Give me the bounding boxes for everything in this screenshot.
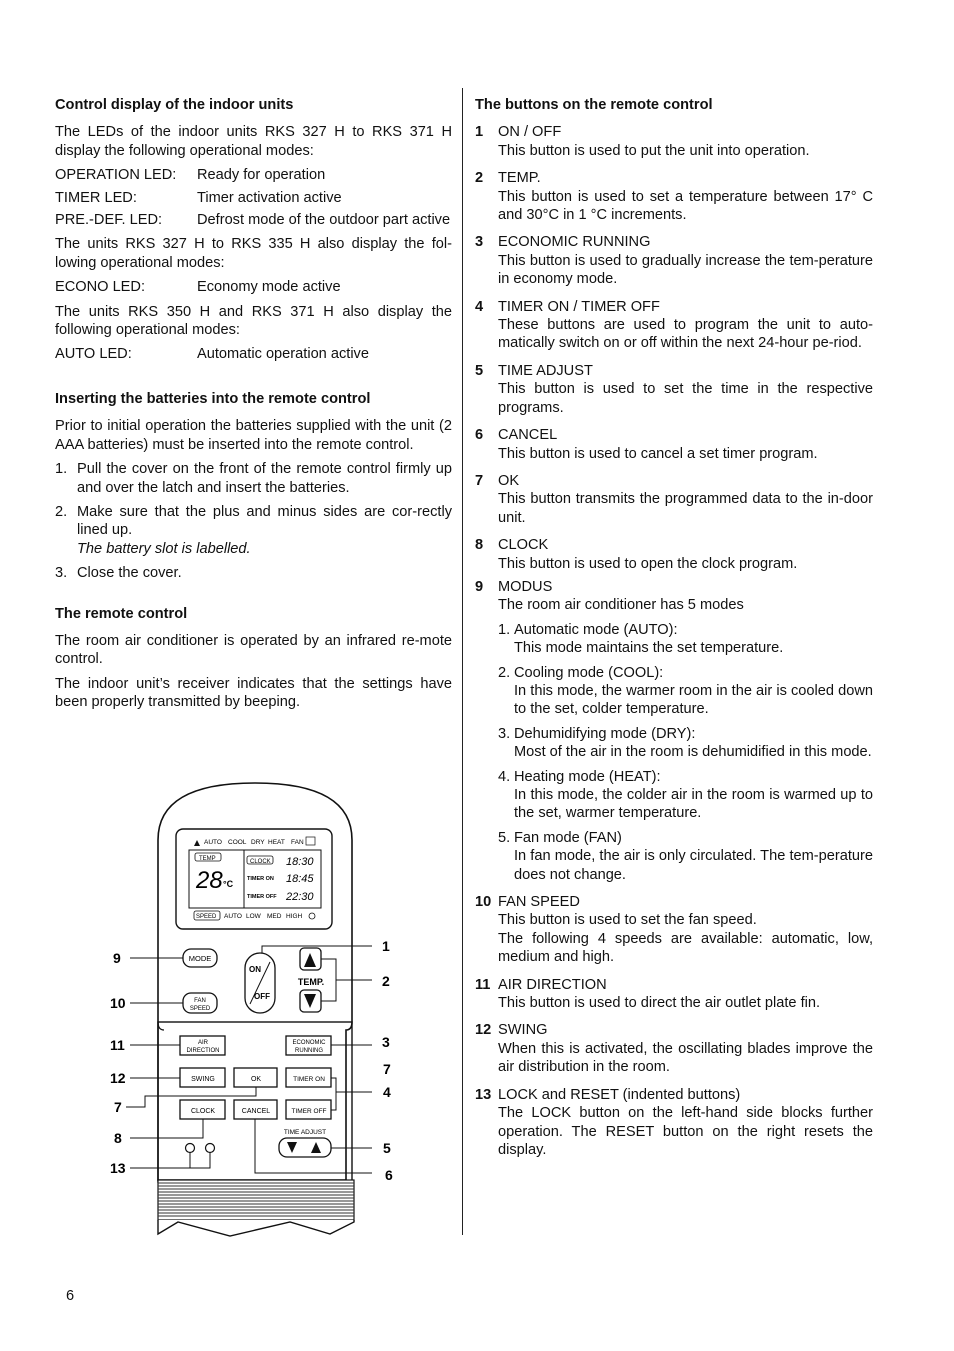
swing-button[interactable]	[180, 1068, 225, 1087]
list-item: 1. Pull the cover on the front of the remote control firmly up and over the latch and insert the batteries.	[55, 461, 452, 496]
led-label: TIMER LED:	[55, 189, 137, 206]
led-value: Timer activation active	[197, 189, 342, 206]
svg-text:ON: ON	[249, 965, 261, 974]
lcd-temp-unit: °C	[223, 879, 234, 889]
air-direction-button[interactable]	[180, 1036, 225, 1055]
lcd-timer-on-time: 18:45	[286, 873, 314, 885]
led-row	[55, 166, 452, 184]
list-item: 2. Make sure that the plus and minus sides are cor-rectly lined up. The battery slot is labelled.	[55, 503, 452, 557]
remote-control-diagram	[100, 778, 410, 1240]
led-label: ECONO LED:	[55, 279, 146, 296]
button-item: 6 CANCEL This button is used to cancel a set timer program.	[475, 427, 818, 462]
lcd-timer-on-tag: TIMER ON	[247, 876, 274, 882]
led-label: PRE.-DEF. LED:	[55, 212, 163, 229]
svg-text:RUNNING: RUNNING	[295, 1048, 323, 1054]
lcd-mode-heat: HEAT	[268, 839, 285, 846]
svg-text:OK: OK	[250, 1076, 262, 1083]
paragraph: The LEDs of the indoor units RKS 327 H to RKS 371 H display the following operational modes:	[55, 124, 452, 159]
lcd-speed-auto: AUTO	[224, 913, 242, 920]
led-value: Economy mode active	[197, 279, 341, 296]
svg-text:12: 12	[110, 1070, 126, 1086]
fan-speed-button[interactable]	[183, 993, 217, 1013]
lcd-mode-auto: AUTO	[204, 839, 222, 846]
button-item: 9 MODUS The room air conditioner has 5 modes 1. Automatic mode (AUTO): This mode maintains the set temperature. 2. Cooling mode (COOL): In this mode, the warmer room in the air is cooled down to the set, colder temperature. 3. Dehumidifying mode (DRY): Most of the air in the room is dehumidified in this mode. 4. Heating mode (HEAT): In this mode, the colder air in the room is warmed up to the set, warmer temperature. 5. Fan mode (FAN) In fan mode, the air is only circulated. The tem-perature does not change.	[475, 578, 873, 883]
led-value: Defrost mode of the outdoor part active	[197, 212, 451, 229]
paragraph: Prior to initial operation the batteries supplied with the unit (2 AAA batteries) must be inserted into the remote control.	[55, 418, 452, 453]
paragraph: The units RKS 327 H to RKS 335 H also display the fol-lowing operational modes:	[55, 236, 452, 271]
mode-item: 1. Automatic mode (AUTO): This mode maintains the set temperature.	[498, 621, 784, 657]
svg-text:TEMP.: TEMP.	[297, 977, 325, 987]
battery-steps	[55, 460, 452, 582]
battery-note: The battery slot is labelled.	[77, 540, 251, 557]
clock-button[interactable]	[180, 1100, 225, 1119]
svg-text:TIMER ON: TIMER ON	[293, 1076, 325, 1083]
svg-text:7: 7	[383, 1061, 391, 1077]
svg-text:10: 10	[110, 995, 126, 1011]
on-off-button[interactable]	[245, 953, 275, 1013]
page-number: 6	[66, 1288, 75, 1304]
svg-text:13: 13	[110, 1160, 126, 1176]
lcd-speed-tag: SPEED	[196, 914, 217, 920]
svg-text:3: 3	[382, 1034, 390, 1050]
svg-text:5: 5	[383, 1140, 391, 1156]
paragraph: The units RKS 350 H and RKS 371 H also display the following operational modes:	[55, 303, 452, 339]
button-item: 11 AIR DIRECTION This button is used to direct the air outlet plate fin.	[475, 976, 821, 1012]
lcd-mode-fan: FAN	[291, 839, 304, 846]
button-item: 13 LOCK and RESET (indented buttons) The LOCK button on the left-hand side blocks further operation. The RESET button on the right resets the display.	[475, 1086, 873, 1158]
paragraph: The room air conditioner is operated by an infrared re-mote control.	[55, 632, 452, 668]
cancel-button[interactable]	[234, 1100, 277, 1119]
list-item: 3. Close the cover.	[55, 565, 182, 582]
button-item: 10 FAN SPEED This button is used to set the fan speed. The following 4 speeds are available: automatic, low, medium and high.	[475, 894, 873, 966]
button-item: 5 TIME ADJUST This button is used to set the time in the respective programs.	[475, 362, 873, 416]
led-row	[55, 211, 452, 229]
mode-item: 5. Fan mode (FAN) In fan mode, the air is only circulated. The tem-perature does not change.	[498, 829, 873, 883]
svg-text:DIRECTION: DIRECTION	[186, 1048, 220, 1054]
economic-running-button[interactable]	[286, 1036, 331, 1055]
lcd-clock-time: 18:30	[286, 856, 314, 868]
led-value: Ready for operation	[197, 167, 326, 184]
section-heading-batteries: Inserting the batteries into the remote control	[55, 390, 371, 407]
svg-text:CANCEL: CANCEL	[241, 1108, 271, 1115]
svg-text:2: 2	[382, 973, 390, 989]
button-item: 12 SWING When this is activated, the oscillating blades improve the air distribution in the room.	[475, 1022, 873, 1076]
svg-text:CLOCK: CLOCK	[190, 1108, 216, 1115]
svg-text:OFF: OFF	[254, 992, 270, 1001]
section-heading-buttons: The buttons on the remote control	[475, 97, 713, 113]
lock-button[interactable]	[186, 1144, 195, 1153]
button-item: 2 TEMP. This button is used to set a temperature between 17° C and 30°C in 1 °C increments.	[475, 170, 873, 224]
section-heading-control-display: Control display of the indoor units	[55, 97, 294, 113]
led-value: Automatic operation active	[197, 346, 369, 363]
mode-item: 2. Cooling mode (COOL): In this mode, the warmer room in the air is cooled down to the set, colder temperature.	[498, 664, 873, 718]
temp-button[interactable]	[298, 948, 324, 1012]
led-row	[55, 278, 452, 296]
lcd-speed-med: MED	[267, 913, 282, 920]
lcd-speed-high: HIGH	[286, 913, 303, 920]
led-label: AUTO LED:	[55, 346, 132, 363]
button-item: 1 ON / OFF This button is used to put the unit into operation.	[475, 124, 810, 159]
button-item: 3 ECONOMIC RUNNING This button is used to gradually increase the tem-perature in economy mode.	[475, 234, 873, 288]
button-item: 8 CLOCK This button is used to open the clock program.	[475, 537, 798, 572]
button-item: 7 OK This button transmits the programmed data to the in-door unit.	[475, 472, 873, 526]
svg-text:9: 9	[113, 950, 121, 966]
lcd-clock-tag: CLOCK	[250, 859, 271, 865]
svg-text:AIR: AIR	[197, 1040, 209, 1046]
timer-on-button[interactable]	[286, 1068, 331, 1087]
svg-text:4: 4	[383, 1084, 391, 1100]
ok-button[interactable]	[234, 1068, 277, 1087]
svg-text:8: 8	[114, 1130, 122, 1146]
lcd-timer-off-tag: TIMER OFF	[247, 894, 277, 900]
section-heading-remote: The remote control	[55, 605, 188, 622]
led-label: OPERATION LED:	[55, 167, 177, 184]
lcd-mode-dry: DRY	[251, 839, 265, 846]
reset-button[interactable]	[206, 1144, 215, 1153]
svg-text:FAN: FAN	[194, 998, 206, 1004]
mode-item: 3. Dehumidifying mode (DRY): Most of the air in the room is dehumidified in this mode.	[498, 725, 872, 761]
lcd-timer-off-time: 22:30	[286, 891, 314, 903]
svg-text:11: 11	[110, 1037, 125, 1053]
mode-item: 4. Heating mode (HEAT): In this mode, the colder air in the room is warmed up to the set, warmer temperature.	[498, 768, 873, 822]
mode-button[interactable]	[183, 949, 217, 967]
svg-text:6: 6	[385, 1167, 393, 1183]
column-divider	[462, 88, 463, 1235]
lcd-speed-low: LOW	[246, 913, 261, 920]
svg-text:SWING: SWING	[191, 1076, 215, 1083]
lcd-display	[176, 829, 332, 929]
lcd-mode-cool: COOL	[228, 839, 247, 846]
svg-text:ECONOMIC: ECONOMIC	[292, 1040, 326, 1046]
lcd-temp-value: 28	[196, 867, 223, 894]
timer-off-button[interactable]	[286, 1100, 331, 1119]
led-row	[55, 189, 452, 207]
left-column	[55, 96, 452, 718]
time-adjust-label: TIME ADJUST	[283, 1129, 327, 1136]
led-row	[55, 345, 452, 363]
right-column	[475, 96, 873, 1168]
paragraph: The indoor unit’s receiver indicates that the settings have been properly transmitted by beeping.	[55, 675, 452, 711]
time-adjust-button[interactable]	[279, 1138, 331, 1157]
battery-cover-grip	[158, 1180, 354, 1236]
svg-text:1: 1	[382, 938, 390, 954]
svg-text:TIMER OFF: TIMER OFF	[291, 1108, 327, 1115]
lcd-temp-tag: TEMP	[199, 856, 216, 862]
svg-text:SPEED: SPEED	[189, 1006, 211, 1012]
button-item: 4 TIMER ON / TIMER OFF These buttons are used to program the unit to auto-matically switch on or off within the next 24-hour pe-riod.	[475, 298, 873, 352]
svg-text:7: 7	[114, 1099, 122, 1115]
svg-text:MODE: MODE	[188, 954, 212, 963]
